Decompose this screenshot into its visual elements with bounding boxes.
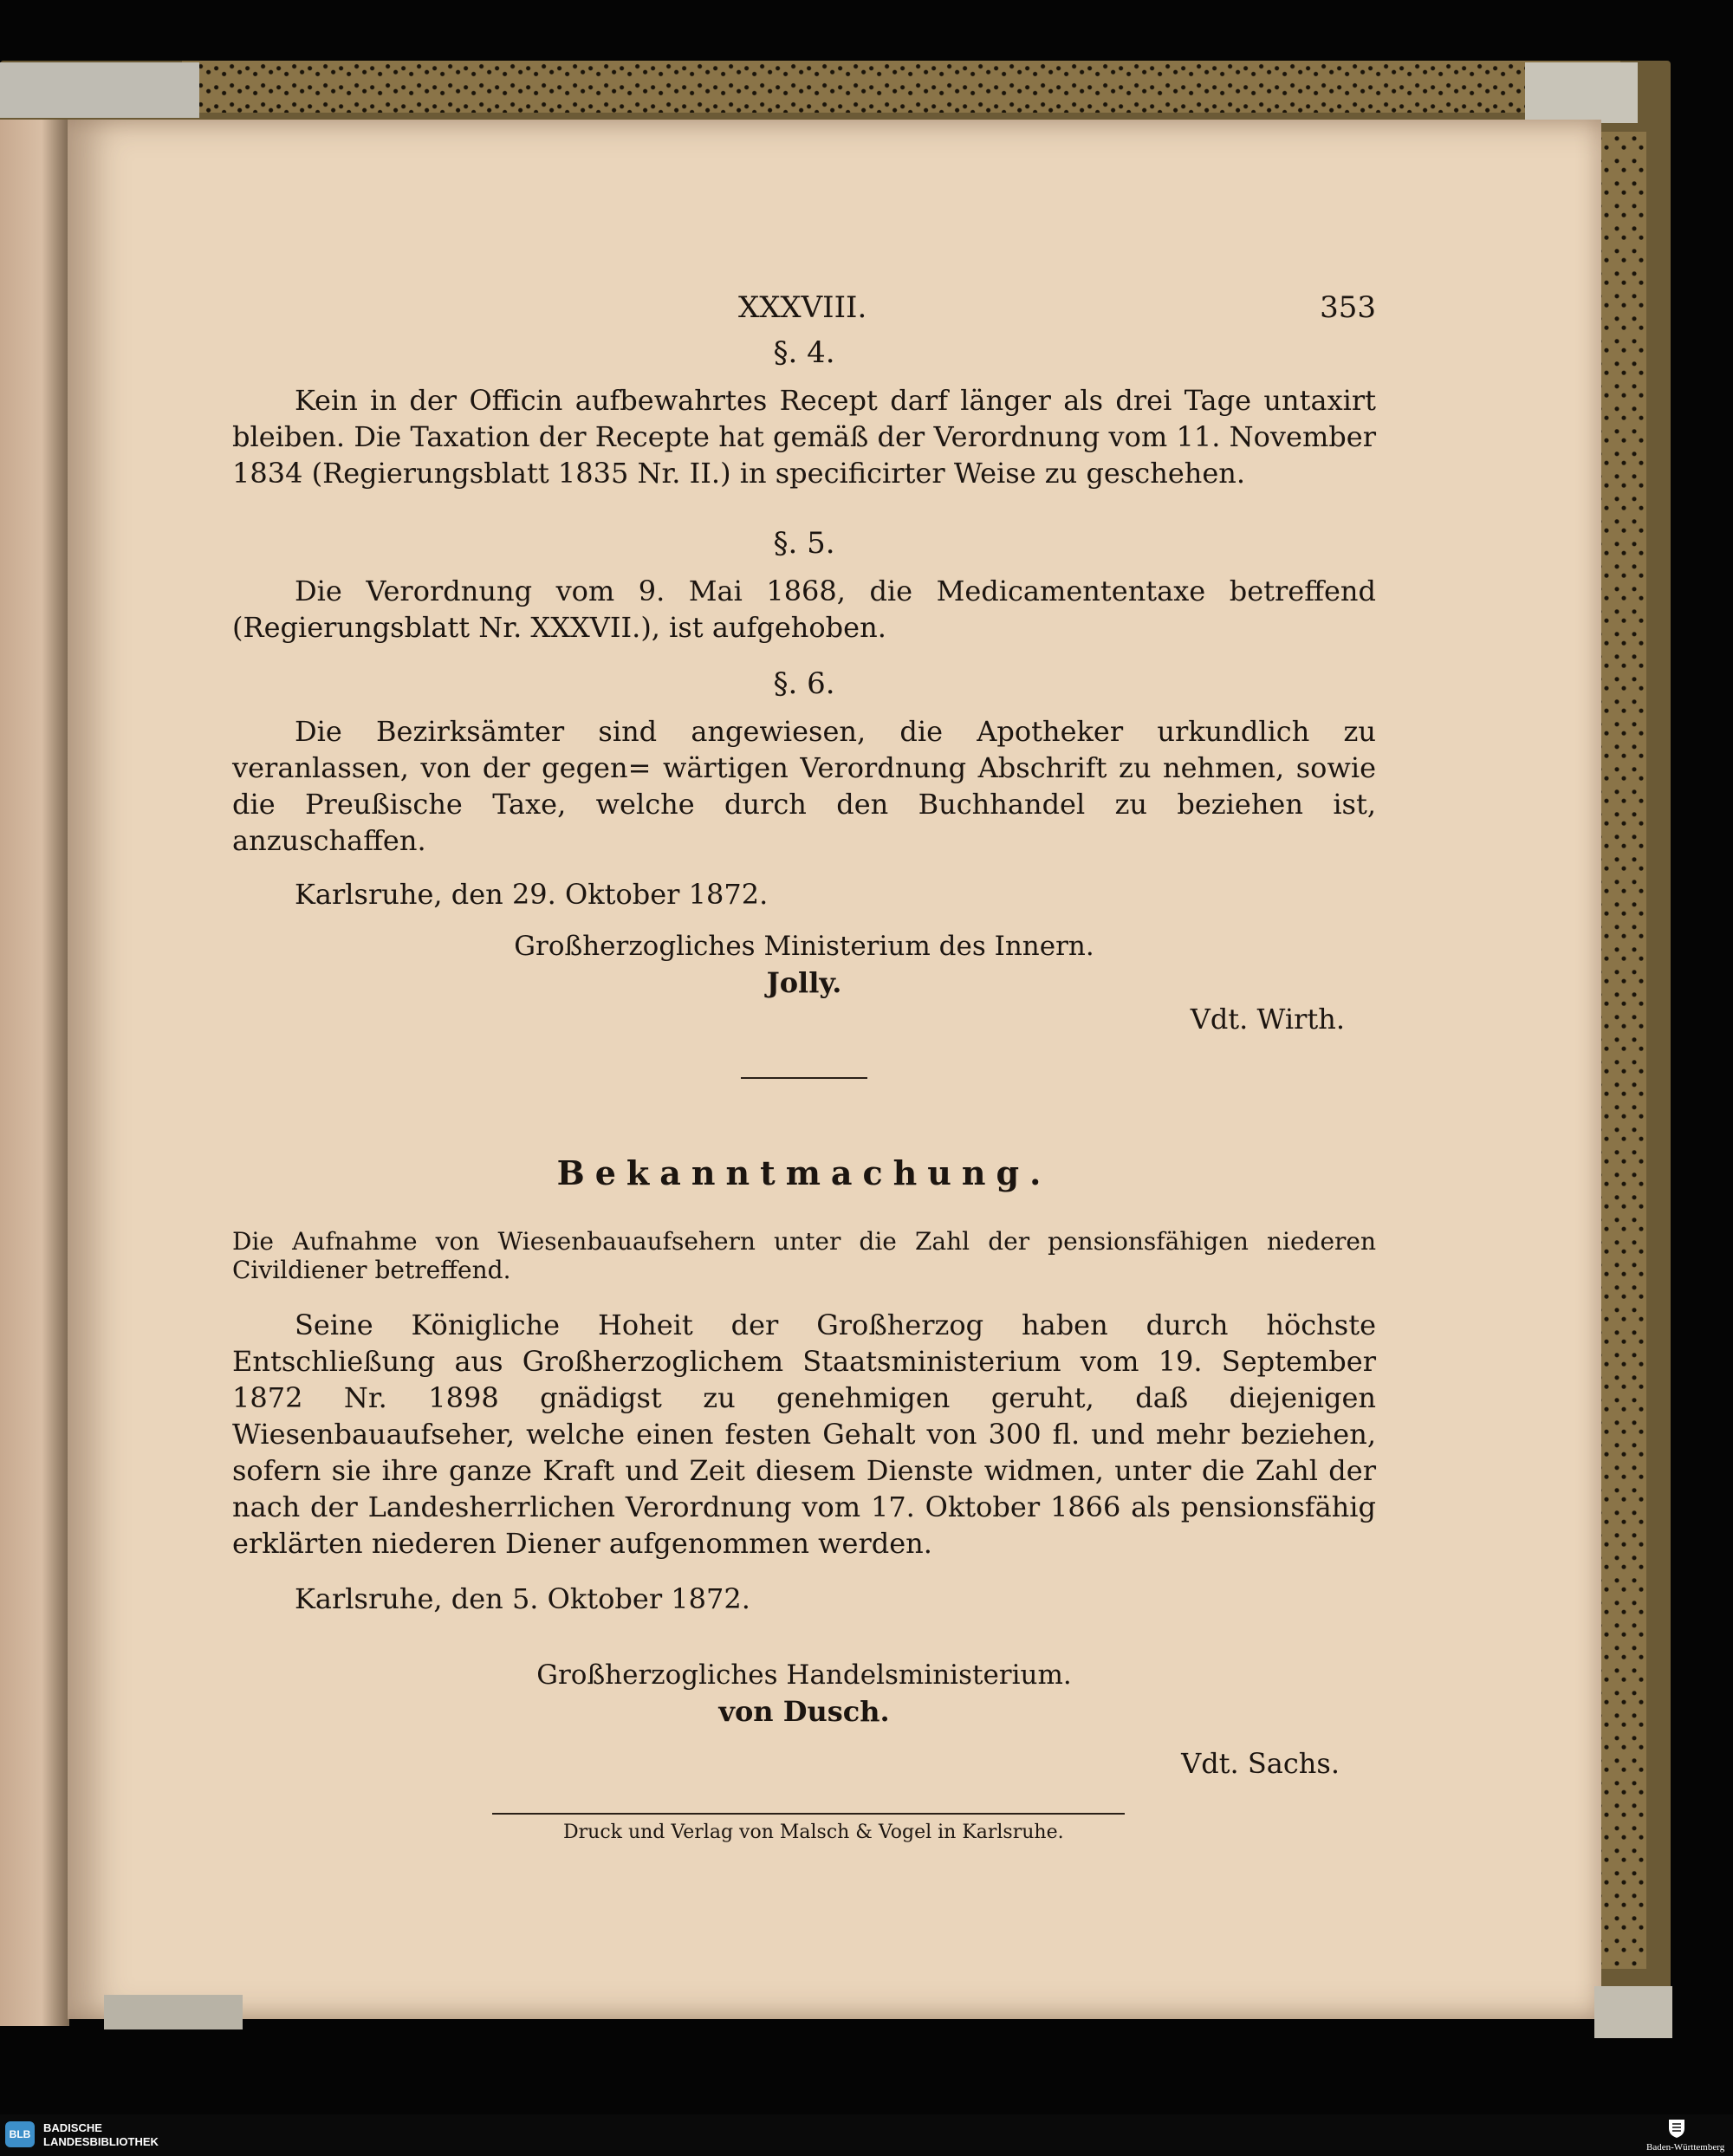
vdt-wirth: Vdt. Wirth. (1190, 1003, 1345, 1036)
announcement-body: Seine Königliche Hoheit der Großherzog haben durch höchste Entschließung aus Großherzoglichem Staatsministerium vom 19. September 1872 Nr. 1898 gnädigst zu genehmigen geruht, daß diejenigen Wiesenbauaufseher, welche einen festen Gehalt von 300 fl. und mehr beziehen, sofern sie ihre ganze Kraft und Zeit diesem Dienste widmen, unter die Zahl der nach der Landesherrlichen Verordnung vom 17. Oktober 1866 als pensionsfähig erklärten niederen Diener aufgenommen werden. (232, 1309, 1376, 1560)
cover-speckle-right (1594, 132, 1646, 1969)
library-name (43, 2121, 159, 2149)
page-content (232, 282, 1376, 1843)
blb-logo[interactable]: BLB (5, 2121, 35, 2147)
section-5-text: Die Verordnung vom 9. Mai 1868, die Medicamententaxe betreffend (Regierungsblatt Nr. XXXVII.), ist aufgehoben. (232, 575, 1376, 644)
tape-top-left (0, 62, 199, 118)
minister-dusch: von Dusch. (718, 1695, 890, 1728)
announcement-subject: Die Aufnahme von Wiesenbauaufsehern unter die Zahl der pensionsfähigen niederen Civildiener betreffend. (232, 1227, 1376, 1284)
library-name-line-2: LANDESBIBLIOTHEK (43, 2135, 159, 2148)
vdt-sachs: Vdt. Sachs. (1181, 1747, 1340, 1780)
page-number: 353 (1320, 290, 1376, 325)
viewer-footer (0, 2114, 1733, 2156)
running-head: XXXVIII. (738, 290, 867, 325)
section-4-heading: §. 4. (773, 335, 835, 370)
imprint-rule (492, 1813, 1125, 1815)
state-label: Baden-Württemberg (1646, 2142, 1725, 2153)
tape-bottom-left (104, 1995, 243, 2029)
page-header (232, 282, 1376, 330)
section-4-text: Kein in der Officin aufbewahrtes Recept darf länger als drei Tage untaxirt bleiben. Die Taxation der Recepte hat gemäß der Verordnung vom 11. November 1834 (Regierungsblatt 1835 Nr. II.) in specificirter Weise zu geschehen. (232, 384, 1376, 490)
section-6-heading: §. 6. (773, 666, 835, 701)
section-6-text: Die Bezirksämter sind angewiesen, die Apotheker urkundlich zu veranlassen, von der gegen= wärtigen Verordnung Abschrift zu nehmen, sowie die Preußische Taxe, welche durch den Buchhandel zu beziehen ist, anzuschaffen. (232, 715, 1376, 857)
minister-jolly: Jolly. (766, 966, 842, 999)
date-line-2: Karlsruhe, den 5. Oktober 1872. (295, 1582, 750, 1615)
date-line-1: Karlsruhe, den 29. Oktober 1872. (295, 878, 769, 911)
library-name-line-1: BADISCHE (43, 2121, 102, 2134)
ministry-trade: Großherzogliches Handelsministerium. (536, 1659, 1072, 1691)
ministry-interior: Großherzogliches Ministerium des Innern. (514, 931, 1094, 962)
cover-speckle-top (182, 61, 1620, 113)
imprint: Druck und Verlag von Malsch & Vogel in Karlsruhe. (563, 1822, 1064, 1843)
section-divider (741, 1077, 867, 1079)
section-5-heading: §. 5. (773, 526, 835, 561)
left-page-edge (0, 120, 69, 2026)
tape-bottom-right (1594, 1986, 1672, 2038)
announcement-title: Bekanntmachung. (556, 1153, 1052, 1192)
baden-wuerttemberg-crest-icon (1665, 2118, 1688, 2139)
tape-top-right (1525, 62, 1638, 123)
